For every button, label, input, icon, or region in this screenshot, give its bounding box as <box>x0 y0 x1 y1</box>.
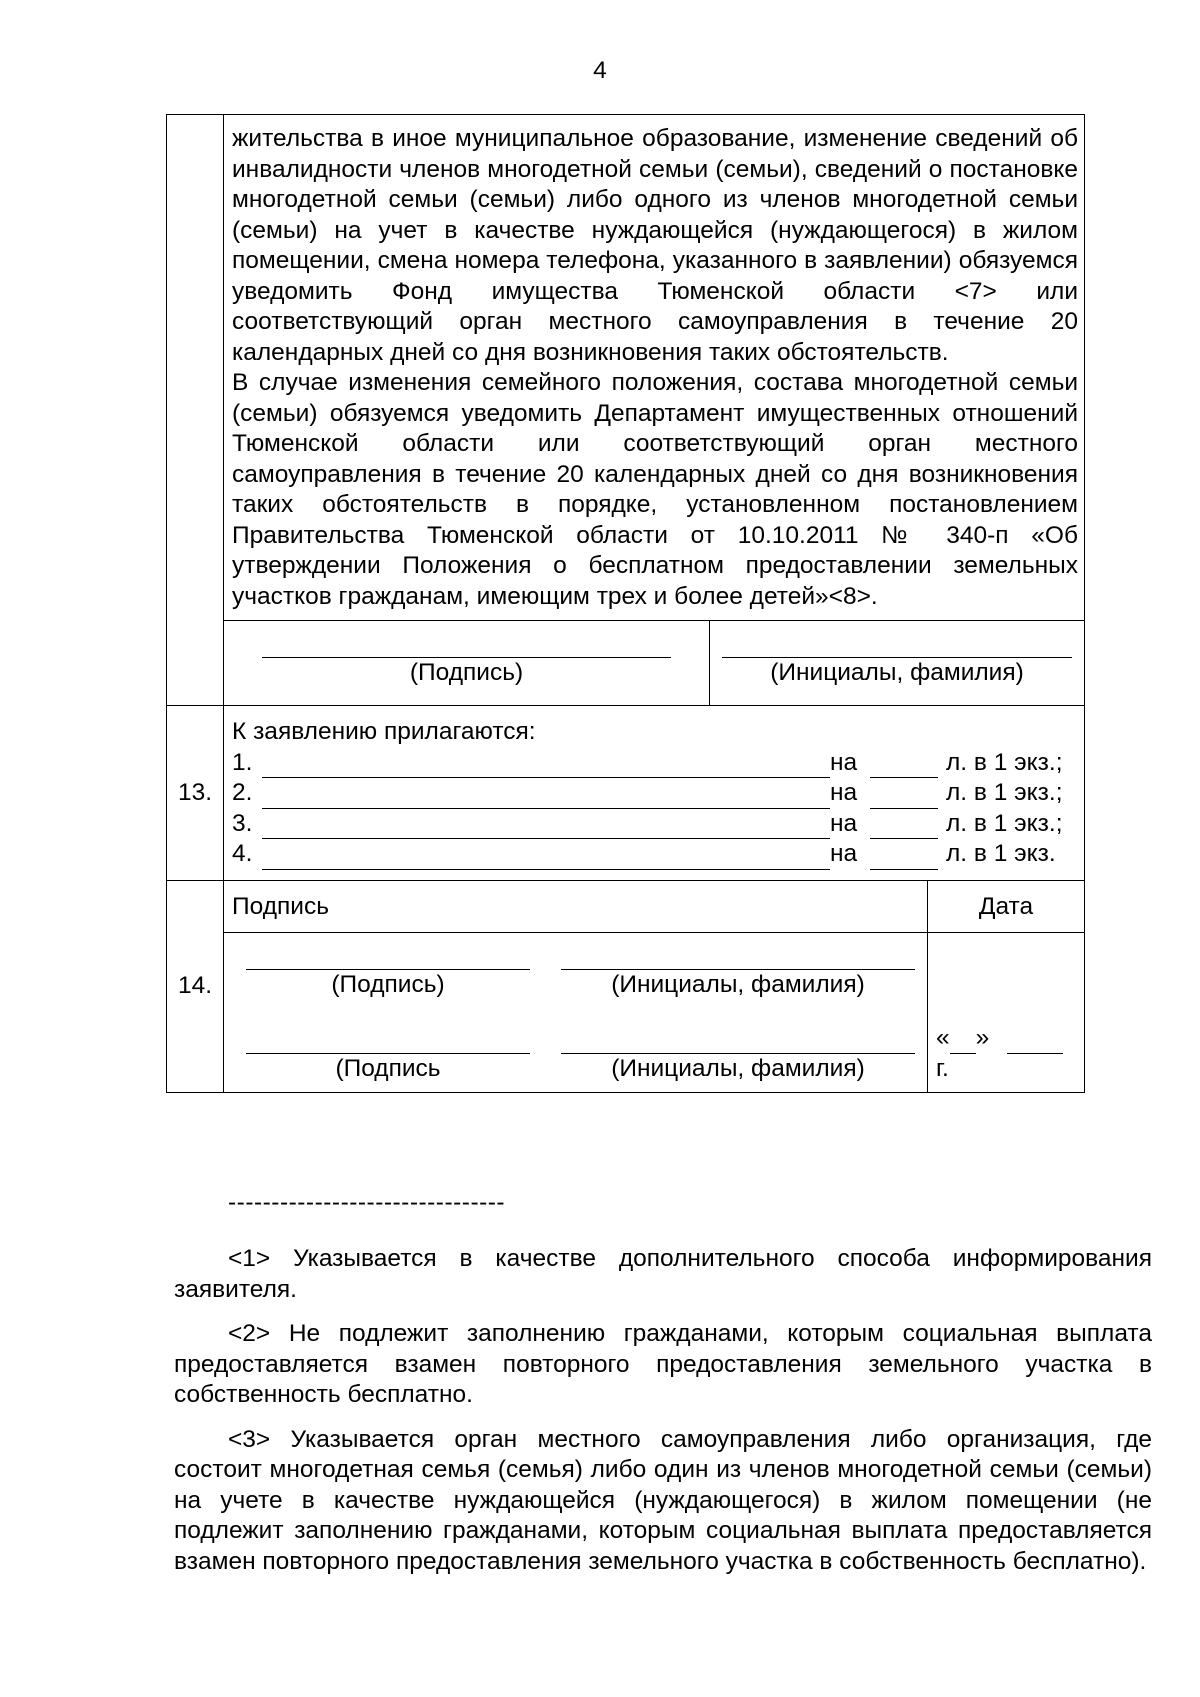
date-close-quote: » <box>975 1024 990 1051</box>
row-14-date-header: Дата <box>928 880 1085 933</box>
row-14-signature-header: Подпись <box>224 880 928 933</box>
signature-line[interactable] <box>262 621 671 658</box>
attachment-item <box>232 778 1078 809</box>
obligation-paragraph-1: жительства в иное муниципальное образование, изменение сведений об инвалидности членов многодетной семьи (семьи), сведений о постановке многодетной семьи (семьи) либо одного из членов многодетной семьи (семьи) на учет в качестве нуждающейся (нуждающегося) в жилом помещении, смена номера телефона, указанного в заявлении) обязуемся уведомить Фонд имущества Тюменской области <7> или соответствующий орган местного самоуправления в течение 20 календарных дней со дня возникновения таких обстоятельств. <box>232 125 1079 366</box>
row-14-signatures-cell <box>224 933 928 1093</box>
attachment-sheets-blank[interactable] <box>870 784 938 809</box>
page-number: 4 <box>593 57 607 84</box>
footnote-3: <3> Указывается орган местного самоуправления либо организация, где состоит многодетная семья (семья) либо один из членов многодетной семьи (семьи) на учете в качестве нуждающейся (нуждающегося) в жилом помещении (не подлежит заполнению гражданами, которым социальная выплата предоставляется взамен повторного предоставления земельного участка в собственность бесплатно). <box>174 1425 1152 1575</box>
row-12-text <box>167 115 1085 621</box>
attachment-sheets-blank[interactable] <box>870 753 938 778</box>
attachment-item <box>232 809 1078 840</box>
attachment-suffix: л. в 1 экз. <box>946 840 1056 867</box>
initials-caption-1: (Инициалы, фамилия) <box>611 971 865 998</box>
row-12-signature <box>167 621 1085 706</box>
date-year-suffix: г. <box>936 1054 949 1082</box>
signature-caption: (Подпись) <box>409 659 524 686</box>
attachment-name-blank[interactable] <box>262 845 830 870</box>
attachment-item <box>232 748 1078 779</box>
attachment-index: 1. <box>232 748 253 776</box>
initials-caption: (Инициалы, фамилия) <box>770 659 1024 686</box>
row-14-number: 14. <box>167 880 224 1093</box>
initials-line-1[interactable] <box>561 933 915 970</box>
attachment-name-blank[interactable] <box>262 784 830 809</box>
attachment-na: на <box>830 809 858 837</box>
obligation-paragraph-2: В случае изменения семейного положения, состава многодетной семьи (семьи) обязуемся уведомить Департамент имущественных отношений Тюменской области или соответствующий орган местного самоуправления в течение 20 календарных дней со дня возникновения таких обстоятельств в порядке, установленном постановлением Правительства Тюменской области от 10.10.2011 № 340-п «Об утверждении Положения о бесплатном предоставлении земельных участков гражданам, имеющим трех и более детей»<8>. <box>232 369 1079 610</box>
application-form-table <box>166 114 1085 1093</box>
attachment-name-blank[interactable] <box>262 753 830 778</box>
initials-line[interactable] <box>722 621 1072 658</box>
footnote-1: <1> Указывается в качестве дополнительного способа информирования заявителя. <box>174 1245 1152 1303</box>
initials-line-2[interactable] <box>561 1001 915 1054</box>
row-13-content <box>224 706 1085 881</box>
footnote-2: <2> Не подлежит заполнению гражданами, которым социальная выплата предоставляется взамен повторного предоставления земельного участка в собственность бесплатно. <box>174 1320 1152 1408</box>
attachments-title: К заявлению прилагаются: <box>232 718 536 745</box>
row-12-initials-cell <box>710 621 1085 706</box>
date-month-year-blank[interactable] <box>1007 1031 1063 1054</box>
date-open-quote: « <box>936 1024 950 1051</box>
signature-caption-2: (Подпись <box>335 1054 441 1082</box>
attachment-sheets-blank[interactable] <box>870 845 938 870</box>
attachment-item <box>232 839 1078 870</box>
attachment-na: на <box>830 840 858 867</box>
attachment-na: на <box>830 779 858 806</box>
attachment-suffix: л. в 1 экз.; <box>946 779 1063 806</box>
initials-caption-2: (Инициалы, фамилия) <box>611 1054 865 1082</box>
date-field <box>936 1023 1078 1054</box>
row-14-header <box>167 880 1085 933</box>
date-day-blank[interactable] <box>950 1031 976 1054</box>
footnote-separator: -------------------------------- <box>228 1189 506 1216</box>
signature-line-1[interactable] <box>246 933 530 970</box>
row-12-signature-cell <box>224 621 710 706</box>
row-14-date-cell <box>928 933 1085 1093</box>
attachment-suffix: л. в 1 экз.; <box>946 748 1063 776</box>
attachment-name-blank[interactable] <box>262 814 830 839</box>
attachment-index: 2. <box>232 779 253 806</box>
row-12-number-cell <box>167 115 224 706</box>
signature-line-2[interactable] <box>246 1001 530 1054</box>
attachment-index: 3. <box>232 809 253 837</box>
signature-caption-1: (Подпись) <box>331 971 445 998</box>
attachment-sheets-blank[interactable] <box>870 814 938 839</box>
row-12-text-cell <box>224 115 1085 621</box>
row-14-signatures <box>167 933 1085 1093</box>
row-13-attachments <box>167 706 1085 881</box>
attachment-index: 4. <box>232 840 253 867</box>
attachment-suffix: л. в 1 экз.; <box>946 809 1063 837</box>
footnotes <box>174 1244 1152 1591</box>
attachment-na: на <box>830 748 858 776</box>
row-13-number: 13. <box>167 706 224 881</box>
